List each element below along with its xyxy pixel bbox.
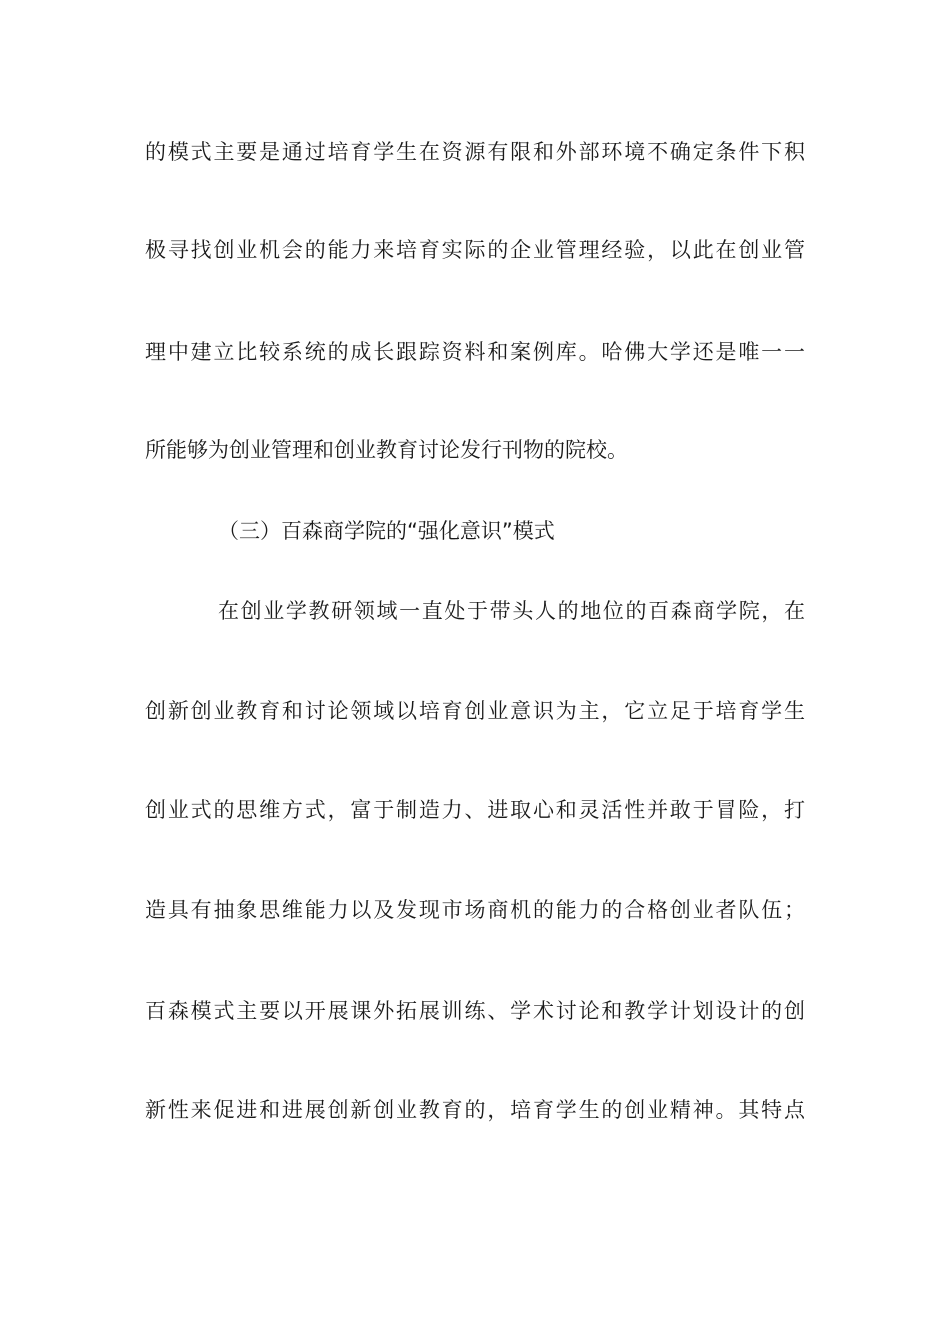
paragraph-line: 百森模式主要以开展课外拓展训练、学术讨论和教学计划设计的创 — [145, 999, 805, 1023]
paragraph-line: 新性来促进和进展创新创业教育的，培育学生的创业精神。其特点 — [145, 1098, 805, 1122]
paragraph-line: 理中建立比较系统的成长跟踪资料和案例库。哈佛大学还是唯一一 — [145, 340, 805, 364]
paragraph-line: 造具有抽象思维能力以及发现市场商机的能力的合格创业者队伍； — [145, 898, 805, 922]
section-heading: （三）百森商学院的“强化意识”模式 — [218, 519, 555, 543]
paragraph-line: 创业式的思维方式，富于制造力、进取心和灵活性并敢于冒险，打 — [145, 798, 805, 822]
paragraph-line: 创新创业教育和讨论领域以培育创业意识为主，它立足于培育学生 — [145, 699, 805, 723]
paragraph-first-line: 在创业学教研领域一直处于带头人的地位的百森商学院，在 — [218, 599, 805, 623]
paragraph-line: 极寻找创业机会的能力来培育实际的企业管理经验，以此在创业管 — [145, 238, 805, 262]
paragraph-line: 所能够为创业管理和创业教育讨论发行刊物的院校。 — [145, 438, 628, 462]
paragraph-line: 的模式主要是通过培育学生在资源有限和外部环境不确定条件下积 — [145, 140, 805, 164]
